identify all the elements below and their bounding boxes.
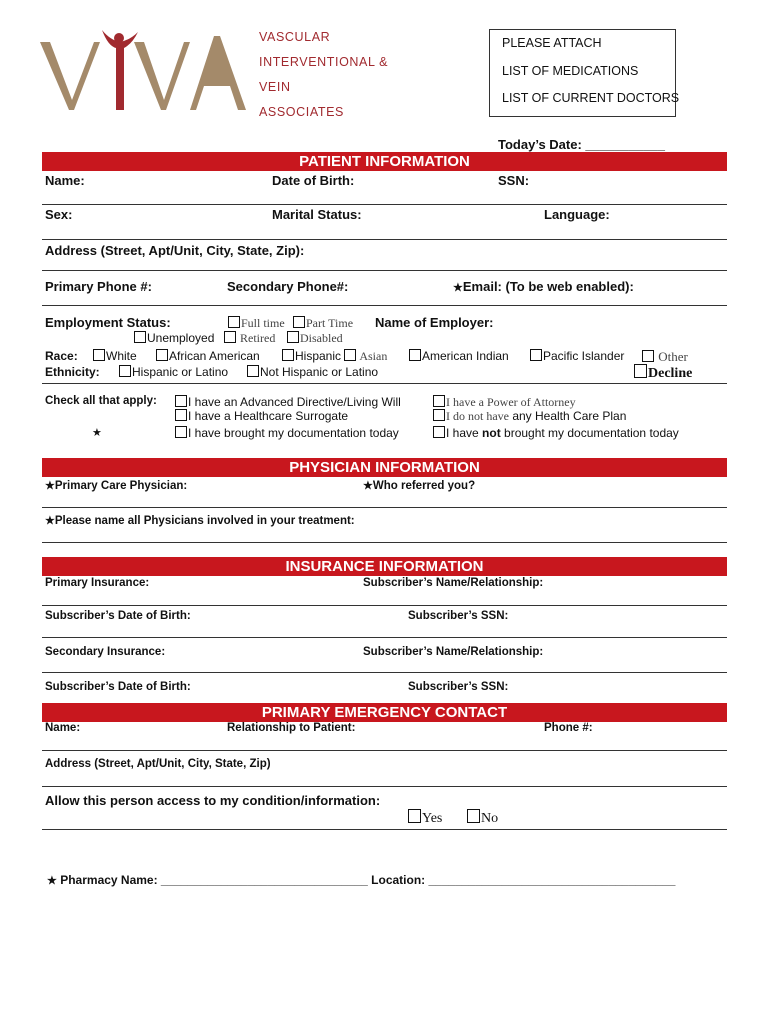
disabled-option[interactable] [287, 331, 343, 346]
white-checkbox[interactable] [93, 349, 105, 361]
advanced-directive-label: I have an Advanced Directive/Living Will [188, 395, 401, 409]
primary-physician-wrap [45, 479, 187, 492]
subscriber-ssn-label: Subscriber’s SSN: [408, 610, 509, 622]
surrogate-checkbox[interactable] [175, 409, 187, 421]
pharmacy-name-label: Pharmacy Name: _______________________________ [60, 873, 368, 887]
emergency-address-label: Address (Street, Apt/Unit, City, State, Zip) [45, 758, 271, 770]
divider [42, 270, 727, 271]
logo-line-1: VASCULAR [259, 30, 331, 44]
divider [42, 507, 727, 508]
pacific-islander-label: Pacific Islander [543, 349, 625, 363]
referred-wrap [363, 479, 475, 492]
hispanic-label: Hispanic [295, 349, 342, 363]
ethnicity-label: Ethnicity: [45, 365, 100, 379]
employer-label: Name of Employer: [375, 315, 494, 330]
language-label: Language: [544, 207, 610, 222]
yes-option[interactable] [408, 809, 442, 827]
pacific-islander-option[interactable] [530, 349, 624, 363]
brought-docs-checkbox[interactable] [175, 426, 187, 438]
decline-option[interactable] [634, 364, 692, 382]
divider [42, 383, 727, 384]
logo-line-4: ASSOCIATES [259, 105, 344, 119]
insurance-info-header: INSURANCE INFORMATION [42, 557, 727, 576]
advanced-directive-option[interactable] [175, 395, 401, 409]
address-label: Address (Street, Apt/Unit, City, State, Zip): [45, 243, 305, 258]
unemployed-option[interactable] [134, 331, 214, 345]
attach-line-3: LIST OF CURRENT DOCTORS [502, 91, 680, 105]
sex-label: Sex: [45, 207, 73, 222]
relationship-label: Relationship to Patient: [227, 722, 356, 734]
yes-label: Yes [422, 811, 443, 826]
divider [42, 750, 727, 751]
brought-docs-option[interactable] [175, 426, 399, 440]
divider [42, 672, 727, 673]
part-time-checkbox[interactable] [293, 316, 305, 328]
subscriber-dob-2-label: Subscriber’s Date of Birth: [45, 681, 191, 693]
viva-logo-graphic [38, 28, 248, 118]
no-label: No [481, 811, 499, 826]
subscriber-dob-label: Subscriber’s Date of Birth: [45, 610, 191, 622]
physician-info-header: PHYSICIAN INFORMATION [42, 458, 727, 477]
secondary-phone-label: Secondary Phone#: [227, 279, 349, 294]
no-plan-checkbox[interactable] [433, 409, 445, 421]
divider [42, 829, 727, 830]
not-brought-checkbox[interactable] [433, 426, 445, 438]
star-icon: ★ [45, 515, 55, 527]
viva-logo [38, 28, 248, 118]
not-brought-option[interactable] [433, 426, 679, 440]
white-option[interactable] [93, 349, 137, 363]
pacific-islander-checkbox[interactable] [530, 349, 542, 361]
hispanic-checkbox[interactable] [282, 349, 294, 361]
subscriber-name-2-label: Subscriber’s Name/Relationship: [363, 646, 544, 658]
pharmacy-location-label: Location: _____________________________________ [371, 873, 676, 887]
logo-line-3: VEIN [259, 80, 291, 94]
divider [42, 637, 727, 638]
retired-label: Retired [240, 331, 276, 345]
no-plan-label-prefix: I do not have [446, 409, 509, 423]
full-time-checkbox[interactable] [228, 316, 240, 328]
emergency-name-label: Name: [45, 722, 81, 734]
surrogate-option[interactable] [175, 409, 348, 423]
attach-line-1: PLEASE ATTACH [502, 36, 602, 50]
african-american-option[interactable] [156, 349, 260, 363]
part-time-label: Part Time [306, 316, 354, 330]
star-icon: ★ [47, 875, 57, 887]
power-of-attorney-checkbox[interactable] [433, 395, 445, 407]
asian-label: Asian [359, 349, 388, 363]
no-plan-label-suffix: any Health Care Plan [508, 409, 627, 423]
african-american-checkbox[interactable] [156, 349, 168, 361]
not-brought-bold: not [482, 426, 501, 440]
decline-checkbox[interactable] [634, 364, 647, 378]
retired-option[interactable] [224, 331, 275, 346]
not-brought-suffix: brought my documentation today [500, 426, 679, 440]
emergency-contact-header: PRIMARY EMERGENCY CONTACT [42, 703, 727, 722]
star-icon: ★ [45, 480, 55, 492]
divider [42, 305, 727, 306]
star-icon: ★ [363, 480, 373, 492]
pharmacy-wrap[interactable] [47, 873, 675, 887]
unemployed-checkbox[interactable] [134, 331, 146, 343]
other-option[interactable] [642, 349, 688, 365]
email-label: Email: (To be web enabled): [462, 279, 634, 294]
retired-checkbox[interactable] [224, 331, 236, 343]
referred-label: Who referred you? [372, 480, 476, 492]
todays-date[interactable]: Today’s Date: ___________ [498, 137, 665, 152]
other-label: Other [658, 349, 688, 364]
marital-label: Marital Status: [272, 207, 362, 222]
logo-line-2: INTERVENTIONAL & [259, 55, 389, 69]
not-hispanic-latino-checkbox[interactable] [247, 365, 259, 377]
divider [42, 542, 727, 543]
white-label: White [106, 349, 137, 363]
other-checkbox[interactable] [642, 350, 654, 362]
subscriber-ssn-2-label: Subscriber’s SSN: [408, 681, 509, 693]
hispanic-latino-checkbox[interactable] [119, 365, 131, 377]
ssn-label: SSN: [498, 173, 530, 188]
disabled-checkbox[interactable] [287, 331, 299, 343]
divider [42, 786, 727, 787]
race-label: Race: [45, 349, 78, 363]
american-indian-checkbox[interactable] [409, 349, 421, 361]
primary-phone-label: Primary Phone #: [45, 279, 152, 294]
asian-option[interactable] [344, 349, 387, 364]
attach-line-2: LIST OF MEDICATIONS [502, 64, 639, 78]
not-hispanic-latino-option[interactable] [247, 365, 378, 379]
brought-docs-label: I have brought my documentation today [188, 426, 399, 440]
all-physicians-wrap [45, 514, 355, 527]
no-checkbox[interactable] [467, 809, 480, 823]
unemployed-label: Unemployed [147, 331, 215, 345]
african-american-label: African American [169, 349, 260, 363]
divider [42, 204, 727, 205]
primary-physician-label: Primary Care Physician: [54, 480, 188, 492]
yes-checkbox[interactable] [408, 809, 421, 823]
attach-box [489, 29, 680, 117]
patient-info-header: PATIENT INFORMATION [42, 152, 727, 171]
hispanic-latino-option[interactable] [119, 365, 228, 379]
not-brought-prefix: I have [446, 426, 483, 440]
not-hispanic-latino-label: Not Hispanic or Latino [260, 365, 379, 379]
allow-access-label: Allow this person access to my condition/information: [45, 793, 381, 808]
emergency-phone-label: Phone #: [544, 722, 593, 734]
american-indian-label: American Indian [422, 349, 509, 363]
disabled-label: Disabled [300, 331, 343, 345]
email-label-wrap [453, 279, 634, 294]
primary-insurance-label: Primary Insurance: [45, 577, 150, 589]
hispanic-option[interactable] [282, 349, 341, 363]
full-time-label: Full time [241, 316, 285, 330]
dob-label: Date of Birth: [272, 173, 355, 188]
star-icon: ★ [453, 282, 463, 294]
divider [42, 239, 727, 240]
american-indian-option[interactable] [409, 349, 509, 363]
decline-label: Decline [648, 366, 693, 381]
all-physicians-label: Please name all Physicians involved in your treatment: [54, 515, 355, 527]
check-all-label: Check all that apply: [45, 395, 157, 407]
part-time-option[interactable] [293, 316, 353, 331]
advanced-directive-checkbox[interactable] [175, 395, 187, 407]
hispanic-latino-label: Hispanic or Latino [132, 365, 229, 379]
no-option[interactable] [467, 809, 498, 827]
no-plan-option[interactable] [433, 409, 626, 424]
power-of-attorney-option[interactable] [433, 395, 576, 410]
asian-checkbox[interactable] [344, 349, 356, 361]
subscriber-name-label: Subscriber’s Name/Relationship: [363, 577, 544, 589]
star-icon: ★ [92, 427, 102, 439]
employment-label: Employment Status: [45, 315, 171, 330]
secondary-insurance-label: Secondary Insurance: [45, 646, 166, 658]
power-of-attorney-label: I have a Power of Attorney [446, 395, 576, 409]
full-time-option[interactable] [228, 316, 285, 331]
name-label: Name: [45, 173, 85, 188]
surrogate-label: I have a Healthcare Surrogate [188, 409, 349, 423]
divider [42, 605, 727, 606]
